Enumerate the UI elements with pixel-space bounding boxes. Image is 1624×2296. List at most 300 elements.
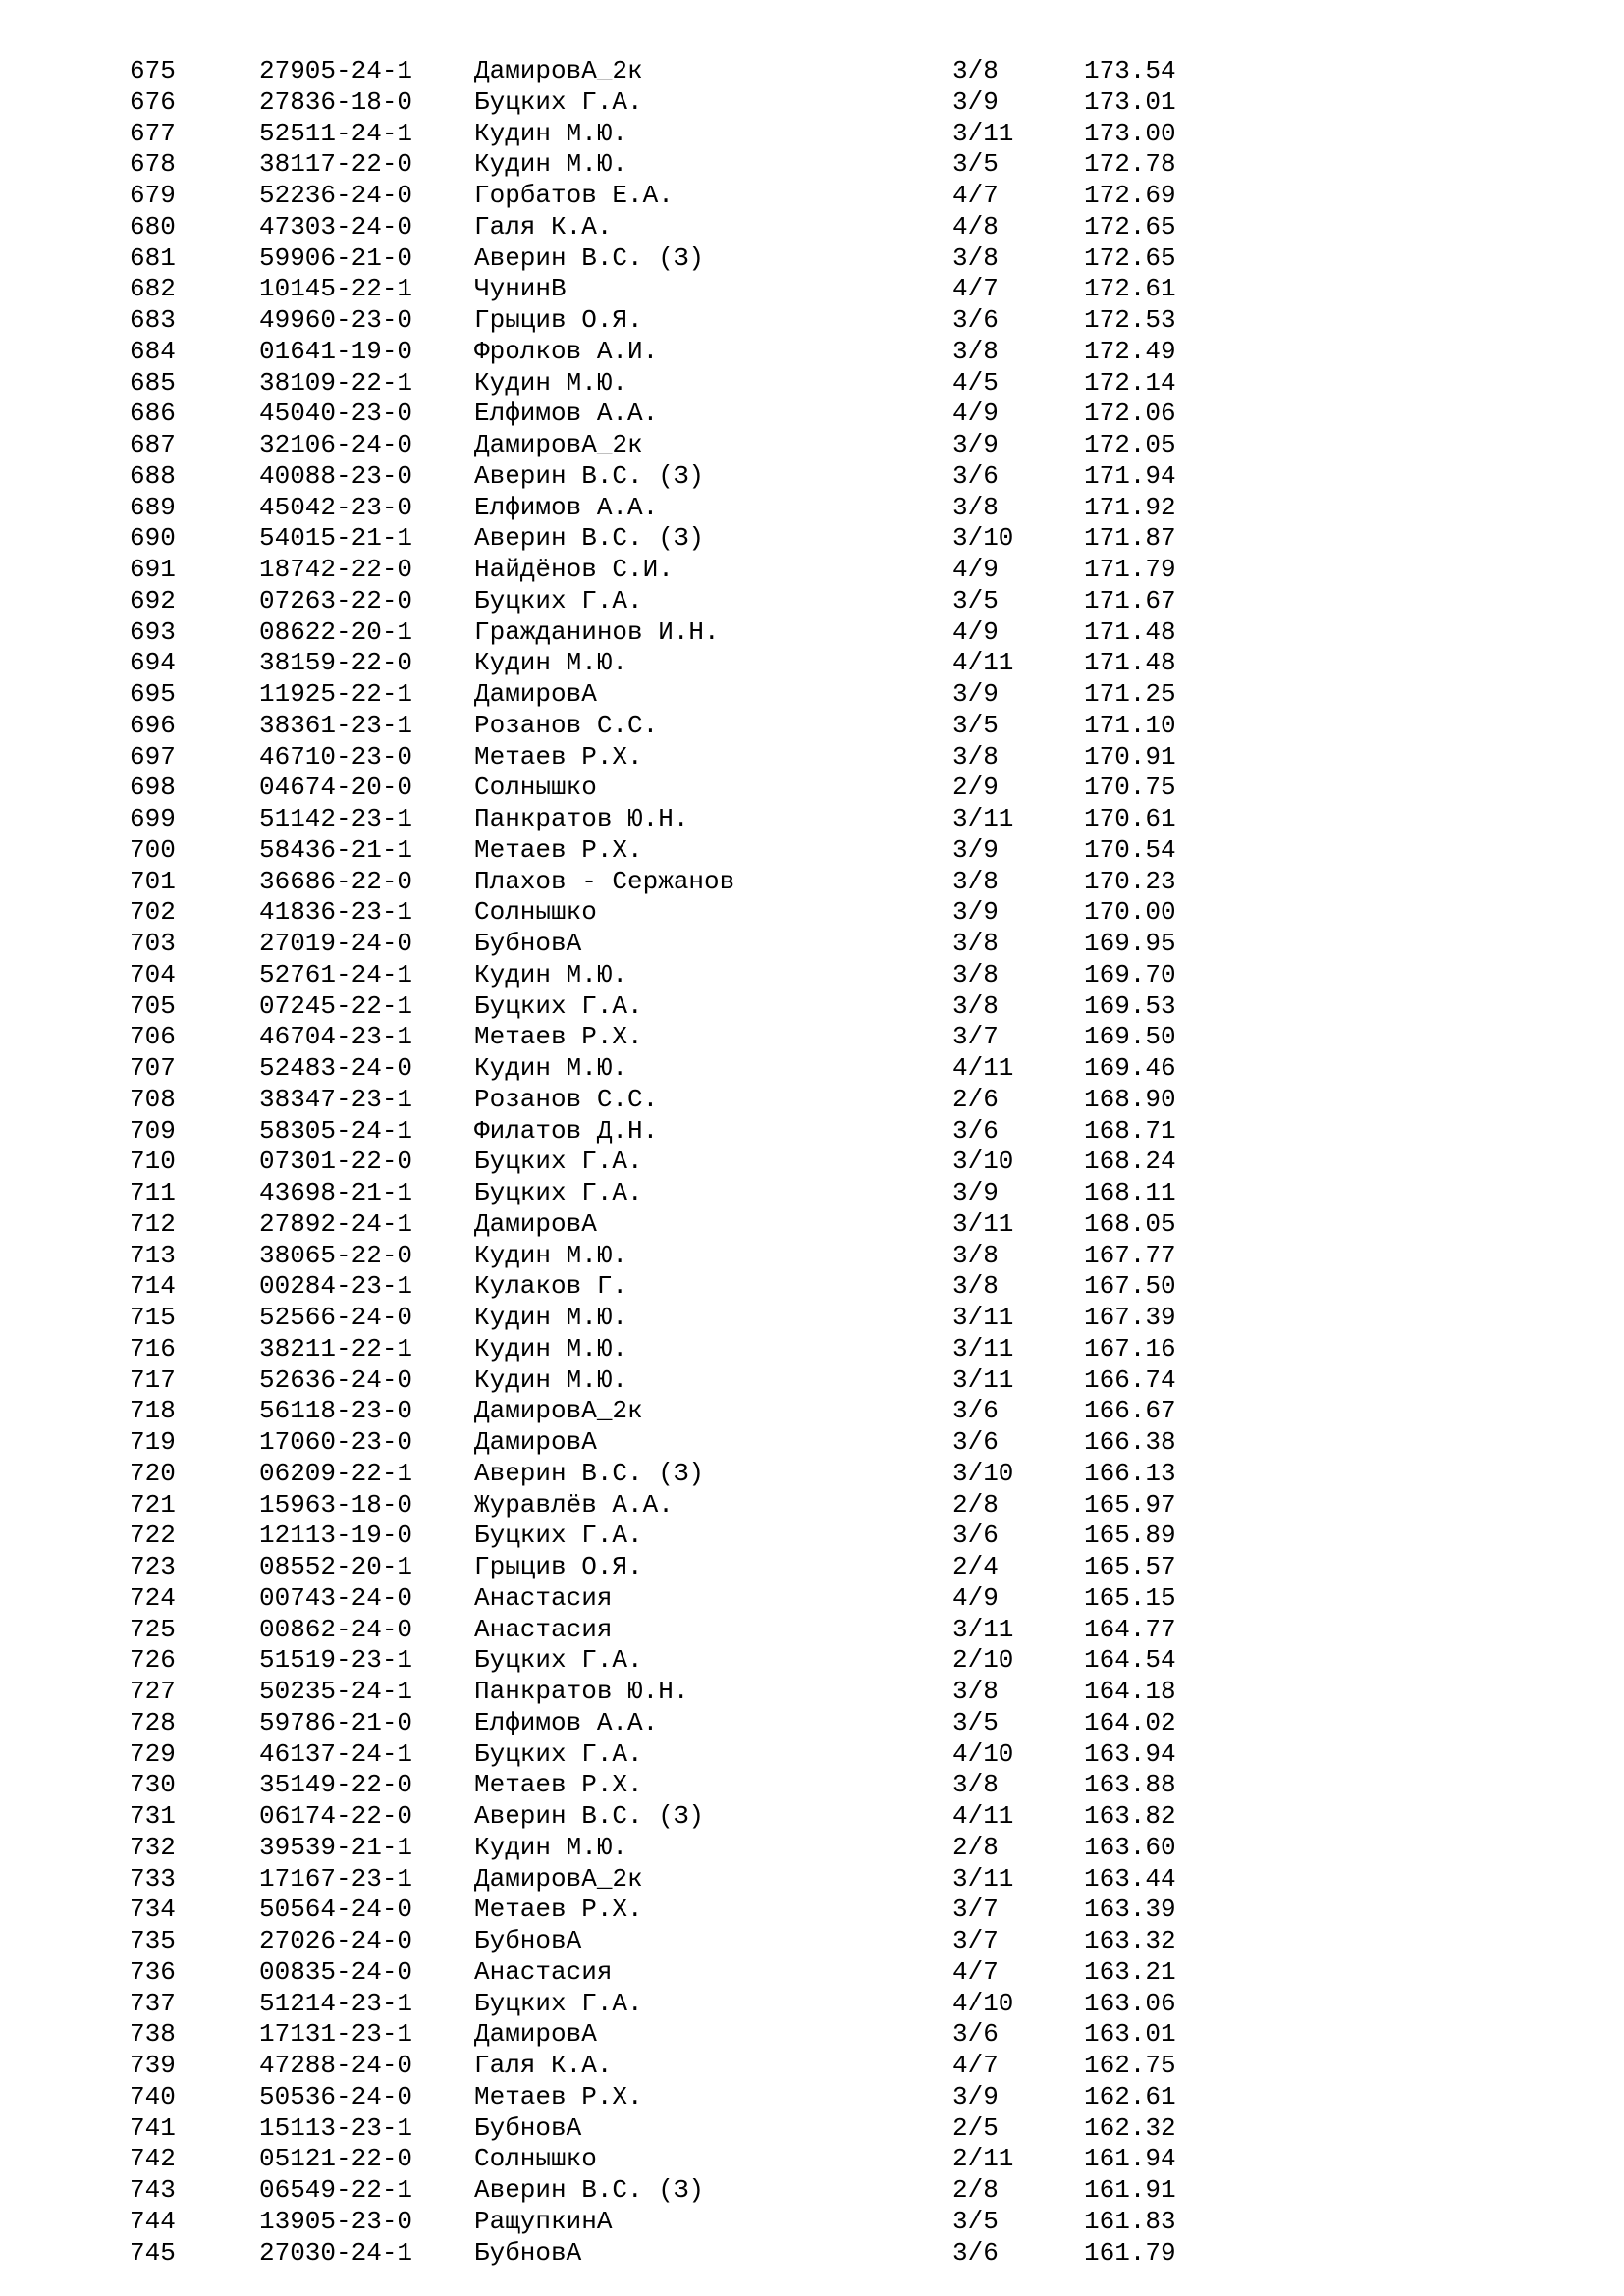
table-row: [0, 149, 1624, 181]
ratio: 4/9: [952, 555, 999, 584]
ratio: 3/8: [952, 866, 999, 896]
score-value: 170.00: [1084, 897, 1176, 928]
rank-number: 679: [130, 181, 176, 210]
score-value: 170.75: [1084, 773, 1176, 803]
table-row: [0, 1459, 1624, 1490]
owner-name: ДамировА: [474, 2019, 597, 2050]
ring-code: 06209-22-1: [259, 1458, 413, 1488]
owner-name: Грыцив О.Я.: [474, 1552, 643, 1581]
ratio: 3/9: [952, 834, 999, 865]
owner-name: Панкратов Ю.Н.: [474, 1677, 689, 1706]
rank-number: 719: [130, 1427, 176, 1457]
rank-number: 706: [130, 1022, 176, 1052]
rank-number: 681: [130, 242, 176, 273]
ratio: 3/11: [952, 1333, 1014, 1363]
ratio: 3/11: [952, 1208, 1014, 1239]
table-row: [0, 1365, 1624, 1397]
table-row: [0, 1521, 1624, 1552]
score-value: 163.60: [1084, 1832, 1176, 1862]
owner-name: Аверин В.С. (З): [474, 1801, 705, 1831]
table-row: [0, 56, 1624, 87]
ring-code: 52483-24-0: [259, 1053, 413, 1083]
table-row: [0, 617, 1624, 649]
ratio: 3/9: [952, 430, 999, 459]
ratio: 3/8: [952, 741, 999, 772]
ratio: 3/8: [952, 1677, 999, 1706]
score-value: 166.13: [1084, 1458, 1176, 1488]
rank-number: 710: [130, 1147, 176, 1177]
ratio: 3/10: [952, 1147, 1014, 1177]
rank-number: 700: [130, 834, 176, 865]
rank-number: 693: [130, 616, 176, 647]
score-value: 171.87: [1084, 523, 1176, 554]
ring-code: 45042-23-0: [259, 492, 413, 522]
ring-code: 52236-24-0: [259, 181, 413, 210]
ring-code: 27030-24-1: [259, 2237, 413, 2268]
score-value: 163.88: [1084, 1770, 1176, 1800]
score-value: 162.75: [1084, 2051, 1176, 2080]
owner-name: Аверин В.С. (З): [474, 242, 705, 273]
ring-code: 00862-24-0: [259, 1614, 413, 1644]
table-row: [0, 430, 1624, 461]
ring-code: 50536-24-0: [259, 2081, 413, 2111]
score-value: 168.11: [1084, 1178, 1176, 1207]
ratio: 3/8: [952, 56, 999, 85]
ratio: 3/8: [952, 1770, 999, 1800]
score-value: 163.82: [1084, 1801, 1176, 1831]
table-row: [0, 119, 1624, 150]
ratio: 3/8: [952, 1240, 999, 1270]
ring-code: 52761-24-1: [259, 959, 413, 989]
table-row: [0, 1645, 1624, 1677]
table-row: [0, 1085, 1624, 1116]
score-value: 163.32: [1084, 1926, 1176, 1955]
owner-name: Кудин М.Ю.: [474, 1333, 628, 1363]
table-row: [0, 1334, 1624, 1365]
score-value: 172.69: [1084, 181, 1176, 210]
table-row: [0, 2238, 1624, 2269]
table-row: [0, 1427, 1624, 1459]
ring-code: 38065-22-0: [259, 1240, 413, 1270]
owner-name: Кудин М.Ю.: [474, 959, 628, 989]
table-row: [0, 1770, 1624, 1801]
table-row: [0, 523, 1624, 555]
rank-number: 737: [130, 1988, 176, 2018]
score-value: 170.61: [1084, 804, 1176, 833]
ring-code: 17167-23-1: [259, 1863, 413, 1894]
table-row: [0, 1241, 1624, 1272]
rank-number: 733: [130, 1863, 176, 1894]
ratio: 4/10: [952, 1988, 1014, 2018]
ratio: 3/8: [952, 959, 999, 989]
rank-number: 728: [130, 1707, 176, 1737]
ratio: 3/5: [952, 585, 999, 615]
ring-code: 47303-24-0: [259, 211, 413, 241]
table-row: [0, 2144, 1624, 2175]
rank-number: 708: [130, 1084, 176, 1114]
owner-name: Кудин М.Ю.: [474, 648, 628, 678]
rank-number: 695: [130, 679, 176, 709]
ratio: 4/11: [952, 1801, 1014, 1831]
score-value: 173.00: [1084, 118, 1176, 148]
rank-number: 744: [130, 2206, 176, 2236]
score-value: 164.18: [1084, 1677, 1176, 1706]
owner-name: Аверин В.С. (З): [474, 1458, 705, 1488]
ratio: 3/9: [952, 679, 999, 709]
ring-code: 36686-22-0: [259, 866, 413, 896]
rank-number: 736: [130, 1956, 176, 1987]
owner-name: Кудин М.Ю.: [474, 1240, 628, 1270]
table-row: [0, 1583, 1624, 1615]
owner-name: Панкратов Ю.Н.: [474, 804, 689, 833]
rank-number: 687: [130, 430, 176, 459]
owner-name: БубновА: [474, 2112, 582, 2143]
ratio: 3/5: [952, 1707, 999, 1737]
ring-code: 27019-24-0: [259, 929, 413, 958]
table-row: [0, 1801, 1624, 1833]
score-value: 165.57: [1084, 1552, 1176, 1581]
ring-code: 11925-22-1: [259, 679, 413, 709]
score-value: 163.21: [1084, 1956, 1176, 1987]
table-row: [0, 1147, 1624, 1178]
ring-code: 07301-22-0: [259, 1147, 413, 1177]
rank-number: 725: [130, 1614, 176, 1644]
ratio: 3/6: [952, 1115, 999, 1146]
ring-code: 58436-21-1: [259, 834, 413, 865]
ring-code: 06549-22-1: [259, 2175, 413, 2205]
score-value: 161.79: [1084, 2237, 1176, 2268]
ratio: 4/11: [952, 648, 1014, 678]
rank-number: 740: [130, 2081, 176, 2111]
score-value: 169.70: [1084, 959, 1176, 989]
ring-code: 59786-21-0: [259, 1707, 413, 1737]
owner-name: РащупкинА: [474, 2206, 613, 2236]
ring-code: 07263-22-0: [259, 585, 413, 615]
rank-number: 703: [130, 929, 176, 958]
ring-code: 27905-24-1: [259, 56, 413, 85]
ring-code: 00284-23-1: [259, 1271, 413, 1302]
ratio: 3/5: [952, 710, 999, 740]
ring-code: 51214-23-1: [259, 1988, 413, 2018]
ratio: 3/6: [952, 305, 999, 335]
score-value: 167.16: [1084, 1333, 1176, 1363]
table-row: [0, 991, 1624, 1023]
rank-number: 699: [130, 804, 176, 833]
ring-code: 46704-23-1: [259, 1022, 413, 1052]
score-value: 172.65: [1084, 211, 1176, 241]
table-row: [0, 960, 1624, 991]
rank-number: 684: [130, 336, 176, 366]
table-row: [0, 1864, 1624, 1896]
rank-number: 741: [130, 2112, 176, 2143]
ratio: 2/6: [952, 1084, 999, 1114]
ratio: 3/6: [952, 1396, 999, 1426]
ranking-table: [0, 56, 1624, 2269]
owner-name: Буцких Г.А.: [474, 1738, 643, 1769]
score-value: 170.23: [1084, 866, 1176, 896]
rank-number: 729: [130, 1738, 176, 1769]
ring-code: 13905-23-0: [259, 2206, 413, 2236]
score-value: 171.10: [1084, 710, 1176, 740]
table-row: [0, 1271, 1624, 1303]
ratio: 3/6: [952, 2019, 999, 2050]
owner-name: Елфимов А.А.: [474, 1707, 659, 1737]
score-value: 161.91: [1084, 2175, 1176, 2205]
owner-name: Солнышко: [474, 897, 597, 928]
ring-code: 00835-24-0: [259, 1956, 413, 1987]
owner-name: Метаев Р.Х.: [474, 1022, 643, 1052]
owner-name: Метаев Р.Х.: [474, 1770, 643, 1800]
score-value: 163.06: [1084, 1988, 1176, 2018]
score-value: 168.05: [1084, 1208, 1176, 1239]
ratio: 3/11: [952, 1863, 1014, 1894]
table-row: [0, 835, 1624, 867]
ring-code: 27836-18-0: [259, 86, 413, 117]
ratio: 2/9: [952, 773, 999, 803]
owner-name: Галя К.А.: [474, 211, 613, 241]
score-value: 161.94: [1084, 2144, 1176, 2174]
ring-code: 04674-20-0: [259, 773, 413, 803]
table-row: [0, 1895, 1624, 1926]
score-value: 170.54: [1084, 834, 1176, 865]
rank-number: 692: [130, 585, 176, 615]
ring-code: 15963-18-0: [259, 1489, 413, 1520]
ratio: 3/6: [952, 1427, 999, 1457]
score-value: 169.46: [1084, 1053, 1176, 1083]
ratio: 4/7: [952, 1956, 999, 1987]
score-value: 163.44: [1084, 1863, 1176, 1894]
ring-code: 06174-22-0: [259, 1801, 413, 1831]
score-value: 171.48: [1084, 648, 1176, 678]
score-value: 172.61: [1084, 274, 1176, 304]
score-value: 167.77: [1084, 1240, 1176, 1270]
ring-code: 38347-23-1: [259, 1084, 413, 1114]
ratio: 4/8: [952, 211, 999, 241]
ring-code: 47288-24-0: [259, 2051, 413, 2080]
table-row: [0, 1833, 1624, 1864]
owner-name: Грыцив О.Я.: [474, 305, 643, 335]
table-row: [0, 305, 1624, 337]
owner-name: Буцких Г.А.: [474, 1988, 643, 2018]
score-value: 163.01: [1084, 2019, 1176, 2050]
table-row: [0, 586, 1624, 617]
ring-code: 52511-24-1: [259, 118, 413, 148]
score-value: 172.53: [1084, 305, 1176, 335]
score-value: 172.49: [1084, 336, 1176, 366]
rank-number: 704: [130, 959, 176, 989]
owner-name: Кулаков Г.: [474, 1271, 628, 1302]
owner-name: Елфимов А.А.: [474, 399, 659, 429]
owner-name: Журавлёв А.А.: [474, 1489, 674, 1520]
table-row: [0, 1490, 1624, 1522]
score-value: 172.05: [1084, 430, 1176, 459]
owner-name: Метаев Р.Х.: [474, 741, 643, 772]
ratio: 3/8: [952, 929, 999, 958]
ratio: 3/11: [952, 1364, 1014, 1395]
ratio: 3/9: [952, 897, 999, 928]
owner-name: Кудин М.Ю.: [474, 118, 628, 148]
ratio: 3/9: [952, 2081, 999, 2111]
ring-code: 40088-23-0: [259, 460, 413, 491]
score-value: 168.90: [1084, 1084, 1176, 1114]
ratio: 4/7: [952, 181, 999, 210]
ring-code: 52566-24-0: [259, 1303, 413, 1332]
score-value: 163.94: [1084, 1738, 1176, 1769]
owner-name: Аверин В.С. (З): [474, 523, 705, 554]
score-value: 172.65: [1084, 242, 1176, 273]
score-value: 169.95: [1084, 929, 1176, 958]
table-row: [0, 1552, 1624, 1583]
ring-code: 41836-23-1: [259, 897, 413, 928]
ring-code: 56118-23-0: [259, 1396, 413, 1426]
rank-number: 676: [130, 86, 176, 117]
rank-number: 717: [130, 1364, 176, 1395]
ratio: 4/10: [952, 1738, 1014, 1769]
score-value: 164.77: [1084, 1614, 1176, 1644]
rank-number: 691: [130, 555, 176, 584]
owner-name: Аверин В.С. (З): [474, 460, 705, 491]
score-value: 171.25: [1084, 679, 1176, 709]
ratio: 3/10: [952, 523, 1014, 554]
rank-number: 742: [130, 2144, 176, 2174]
rank-number: 682: [130, 274, 176, 304]
ring-code: 46710-23-0: [259, 741, 413, 772]
ring-code: 38109-22-1: [259, 367, 413, 398]
owner-name: Буцких Г.А.: [474, 1147, 643, 1177]
ring-code: 08622-20-1: [259, 616, 413, 647]
rank-number: 702: [130, 897, 176, 928]
rank-number: 722: [130, 1521, 176, 1551]
table-row: [0, 679, 1624, 711]
table-row: [0, 1957, 1624, 1989]
rank-number: 675: [130, 56, 176, 85]
score-value: 168.24: [1084, 1147, 1176, 1177]
ratio: 2/8: [952, 1489, 999, 1520]
score-value: 161.83: [1084, 2206, 1176, 2236]
rank-number: 683: [130, 305, 176, 335]
owner-name: Елфимов А.А.: [474, 492, 659, 522]
table-row: [0, 2019, 1624, 2051]
score-value: 171.79: [1084, 555, 1176, 584]
rank-number: 743: [130, 2175, 176, 2205]
score-value: 170.91: [1084, 741, 1176, 772]
table-row: [0, 2082, 1624, 2113]
score-value: 162.61: [1084, 2081, 1176, 2111]
ratio: 3/5: [952, 2206, 999, 2236]
owner-name: Фролков А.И.: [474, 336, 659, 366]
owner-name: Буцких Г.А.: [474, 1521, 643, 1551]
ring-code: 32106-24-0: [259, 430, 413, 459]
rank-number: 698: [130, 773, 176, 803]
ring-code: 54015-21-1: [259, 523, 413, 554]
rank-number: 738: [130, 2019, 176, 2050]
rank-number: 731: [130, 1801, 176, 1831]
ratio: 3/6: [952, 460, 999, 491]
ring-code: 51142-23-1: [259, 804, 413, 833]
table-row: [0, 1209, 1624, 1241]
ring-code: 38159-22-0: [259, 648, 413, 678]
owner-name: Буцких Г.А.: [474, 86, 643, 117]
ratio: 3/8: [952, 242, 999, 273]
ratio: 4/11: [952, 1053, 1014, 1083]
ratio: 3/11: [952, 118, 1014, 148]
ring-code: 59906-21-0: [259, 242, 413, 273]
table-row: [0, 337, 1624, 368]
rank-number: 680: [130, 211, 176, 241]
owner-name: Аверин В.С. (З): [474, 2175, 705, 2205]
score-value: 165.97: [1084, 1489, 1176, 1520]
owner-name: Розанов С.С.: [474, 710, 659, 740]
rank-number: 713: [130, 1240, 176, 1270]
ring-code: 15113-23-1: [259, 2112, 413, 2143]
ring-code: 39539-21-1: [259, 1832, 413, 1862]
ring-code: 52636-24-0: [259, 1364, 413, 1395]
rank-number: 686: [130, 399, 176, 429]
ring-code: 01641-19-0: [259, 336, 413, 366]
owner-name: ДамировА_2к: [474, 56, 643, 85]
ring-code: 27026-24-0: [259, 1926, 413, 1955]
owner-name: Филатов Д.Н.: [474, 1115, 659, 1146]
owner-name: ЧунинВ: [474, 274, 567, 304]
ratio: 3/8: [952, 990, 999, 1021]
ring-code: 38361-23-1: [259, 710, 413, 740]
score-value: 167.50: [1084, 1271, 1176, 1302]
ring-code: 45040-23-0: [259, 399, 413, 429]
score-value: 172.78: [1084, 149, 1176, 180]
score-value: 171.92: [1084, 492, 1176, 522]
owner-name: Кудин М.Ю.: [474, 1364, 628, 1395]
ratio: 3/11: [952, 1303, 1014, 1332]
score-value: 172.14: [1084, 367, 1176, 398]
ratio: 4/9: [952, 399, 999, 429]
owner-name: ДамировА: [474, 1427, 597, 1457]
ratio: 3/11: [952, 1614, 1014, 1644]
ring-code: 17131-23-1: [259, 2019, 413, 2050]
table-row: [0, 1989, 1624, 2020]
owner-name: Галя К.А.: [474, 2051, 613, 2080]
score-value: 166.74: [1084, 1364, 1176, 1395]
rank-number: 732: [130, 1832, 176, 1862]
table-row: [0, 274, 1624, 305]
score-value: 171.48: [1084, 616, 1176, 647]
table-row: [0, 2207, 1624, 2238]
rank-number: 739: [130, 2051, 176, 2080]
table-row: [0, 399, 1624, 430]
rank-number: 723: [130, 1552, 176, 1581]
score-value: 164.02: [1084, 1707, 1176, 1737]
owner-name: Кудин М.Ю.: [474, 149, 628, 180]
ratio: 2/5: [952, 2112, 999, 2143]
owner-name: ДамировА: [474, 1208, 597, 1239]
rank-number: 697: [130, 741, 176, 772]
owner-name: Кудин М.Ю.: [474, 367, 628, 398]
ring-code: 50235-24-1: [259, 1677, 413, 1706]
owner-name: Гражданинов И.Н.: [474, 616, 720, 647]
table-row: [0, 1022, 1624, 1053]
table-row: [0, 1116, 1624, 1148]
score-value: 163.39: [1084, 1895, 1176, 1925]
owner-name: ДамировА_2к: [474, 430, 643, 459]
table-row: [0, 461, 1624, 493]
table-row: [0, 181, 1624, 212]
rank-number: 735: [130, 1926, 176, 1955]
ratio: 3/8: [952, 1271, 999, 1302]
owner-name: Кудин М.Ю.: [474, 1053, 628, 1083]
rank-number: 707: [130, 1053, 176, 1083]
owner-name: Анастасия: [474, 1956, 613, 1987]
owner-name: Буцких Г.А.: [474, 585, 643, 615]
ratio: 3/9: [952, 86, 999, 117]
